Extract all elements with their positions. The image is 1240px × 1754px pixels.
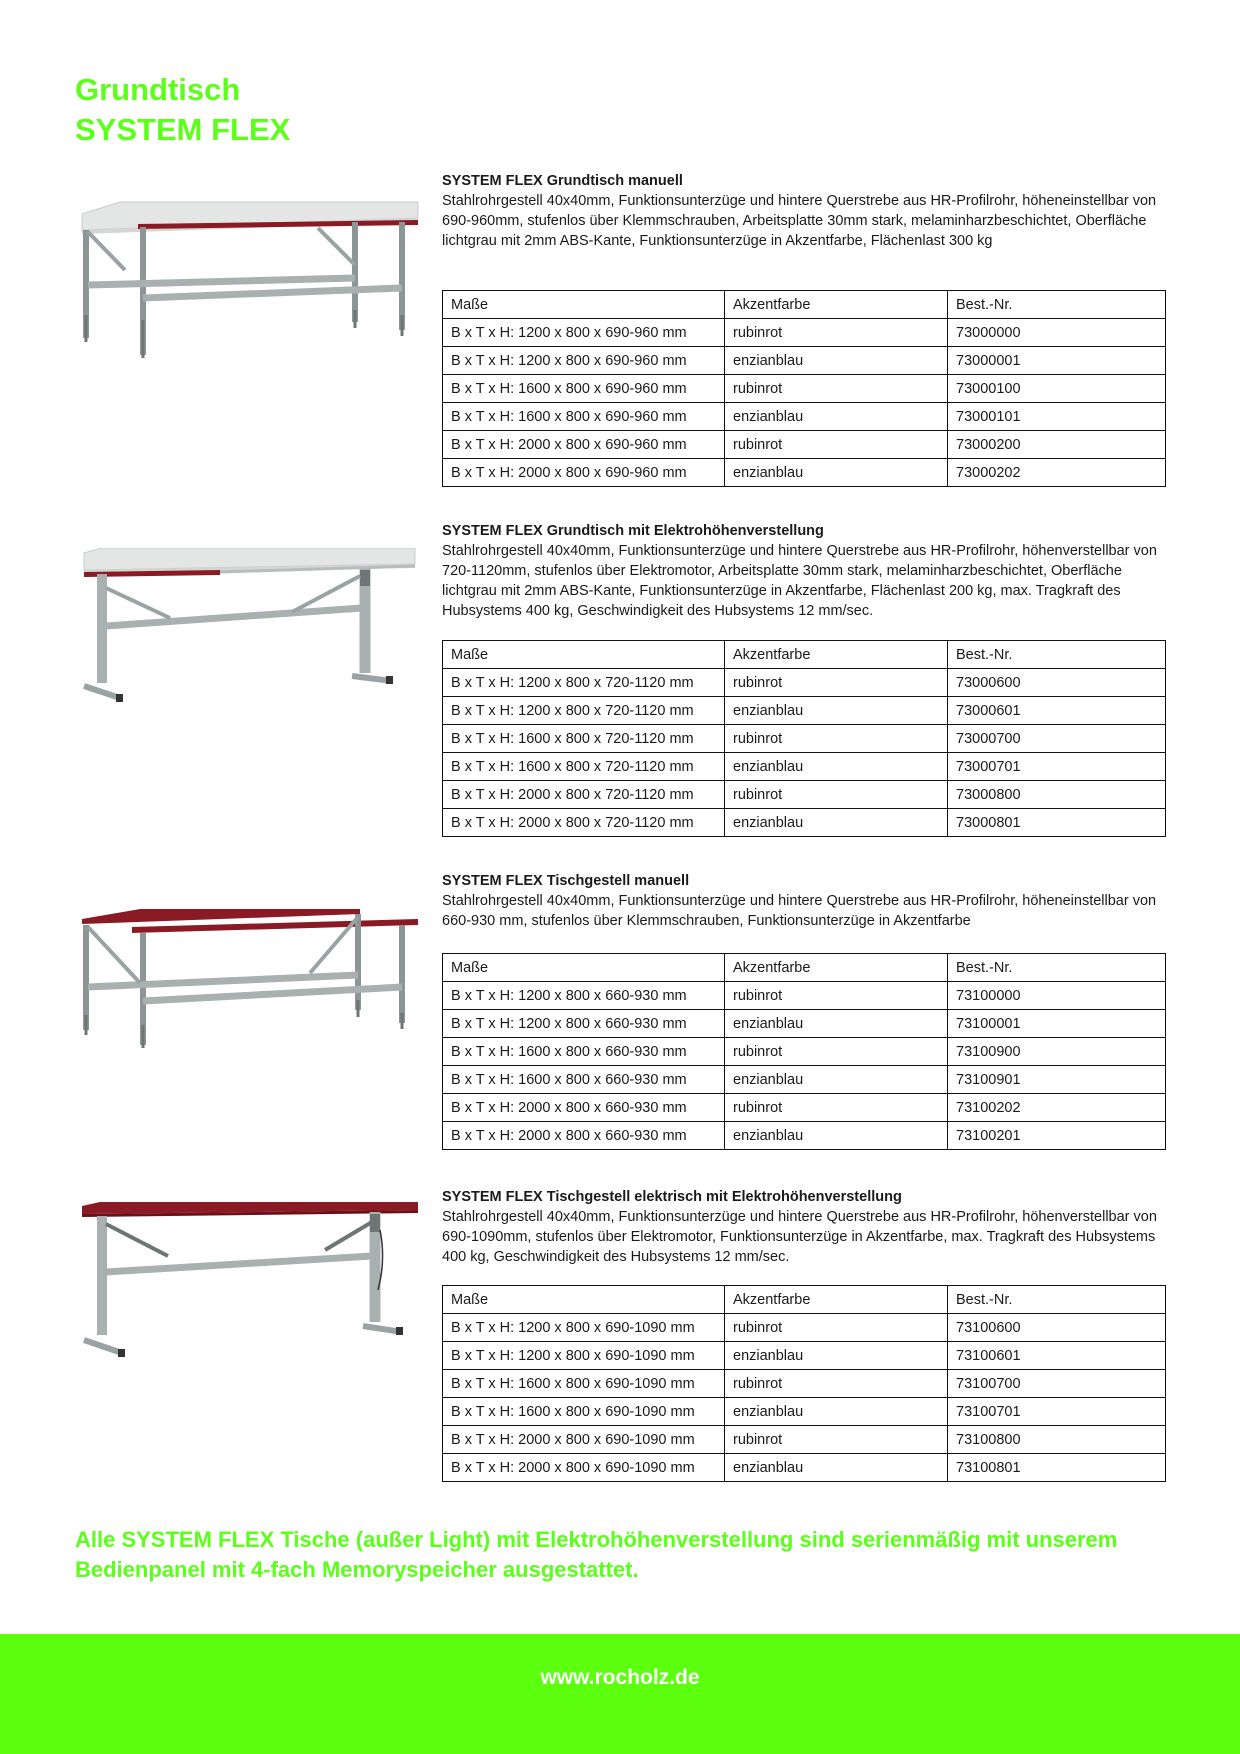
table-row bbox=[443, 459, 1166, 487]
cell-akzentfarbe: rubinrot bbox=[725, 319, 948, 347]
table-row bbox=[443, 809, 1166, 837]
frame-manual-icon bbox=[80, 905, 420, 1050]
cell-akzentfarbe: rubinrot bbox=[725, 375, 948, 403]
header-masse: Maße bbox=[443, 954, 725, 982]
cell-best-nr: 73000202 bbox=[948, 459, 1166, 487]
cell-best-nr: 73000200 bbox=[948, 431, 1166, 459]
cell-akzentfarbe: rubinrot bbox=[725, 1426, 948, 1454]
table-row bbox=[443, 753, 1166, 781]
cell-masse: B x T x H: 1600 x 800 x 720-1120 mm bbox=[443, 753, 725, 781]
cell-masse: B x T x H: 1600 x 800 x 690-960 mm bbox=[443, 375, 725, 403]
cell-masse: B x T x H: 1200 x 800 x 690-1090 mm bbox=[443, 1342, 725, 1370]
cell-akzentfarbe: enzianblau bbox=[725, 403, 948, 431]
cell-akzentfarbe: rubinrot bbox=[725, 669, 948, 697]
table-manual-icon bbox=[80, 200, 420, 360]
cell-best-nr: 73100201 bbox=[948, 1122, 1166, 1150]
table-header-row bbox=[443, 641, 1166, 669]
cell-masse: B x T x H: 2000 x 800 x 660-930 mm bbox=[443, 1094, 725, 1122]
product-title: SYSTEM FLEX Tischgestell elektrisch mit Elektrohöhenverstellung bbox=[442, 1189, 902, 1205]
product-title: SYSTEM FLEX Grundtisch mit Elektrohöhenverstellung bbox=[442, 523, 824, 539]
closing-note: Alle SYSTEM FLEX Tische (außer Light) mit Elektrohöhenverstellung sind serienmäßig mit unserem Bedienpanel mit 4-fach Memoryspeicher ausgestattet. bbox=[75, 1527, 1118, 1582]
cell-best-nr: 73100701 bbox=[948, 1398, 1166, 1426]
cell-masse: B x T x H: 1600 x 800 x 690-960 mm bbox=[443, 403, 725, 431]
cell-best-nr: 73100700 bbox=[948, 1370, 1166, 1398]
cell-masse: B x T x H: 1200 x 800 x 720-1120 mm bbox=[443, 697, 725, 725]
cell-masse: B x T x H: 1200 x 800 x 690-960 mm bbox=[443, 347, 725, 375]
cell-masse: B x T x H: 2000 x 800 x 690-1090 mm bbox=[443, 1426, 725, 1454]
table-row bbox=[443, 1426, 1166, 1454]
cell-best-nr: 73100202 bbox=[948, 1094, 1166, 1122]
table-row bbox=[443, 1314, 1166, 1342]
cell-best-nr: 73000800 bbox=[948, 781, 1166, 809]
table-header-row bbox=[443, 1286, 1166, 1314]
product-title: SYSTEM FLEX Tischgestell manuell bbox=[442, 873, 690, 889]
footer-bar bbox=[0, 1634, 1240, 1754]
header-best-nr: Best.-Nr. bbox=[948, 1286, 1166, 1314]
cell-best-nr: 73000700 bbox=[948, 725, 1166, 753]
cell-masse: B x T x H: 2000 x 800 x 690-960 mm bbox=[443, 431, 725, 459]
cell-akzentfarbe: rubinrot bbox=[725, 1370, 948, 1398]
cell-best-nr: 73100601 bbox=[948, 1342, 1166, 1370]
cell-masse: B x T x H: 1200 x 800 x 660-930 mm bbox=[443, 982, 725, 1010]
page-title-line2: SYSTEM FLEX bbox=[75, 112, 291, 147]
table-row bbox=[443, 1066, 1166, 1094]
website-link[interactable]: www.rocholz.de bbox=[540, 1666, 700, 1689]
table-electric-icon bbox=[80, 548, 420, 710]
cell-akzentfarbe: rubinrot bbox=[725, 1314, 948, 1342]
cell-akzentfarbe: enzianblau bbox=[725, 809, 948, 837]
page-title bbox=[75, 70, 290, 150]
table-row bbox=[443, 1038, 1166, 1066]
cell-akzentfarbe: rubinrot bbox=[725, 431, 948, 459]
cell-akzentfarbe: enzianblau bbox=[725, 753, 948, 781]
cell-masse: B x T x H: 1200 x 800 x 690-960 mm bbox=[443, 319, 725, 347]
cell-best-nr: 73000101 bbox=[948, 403, 1166, 431]
cell-akzentfarbe: rubinrot bbox=[725, 1094, 948, 1122]
spec-table bbox=[442, 640, 1166, 837]
cell-masse: B x T x H: 1600 x 800 x 660-930 mm bbox=[443, 1066, 725, 1094]
product-description: Stahlrohrgestell 40x40mm, Funktionsunterzüge und hintere Querstrebe aus HR-Profilrohr, höheneinstellbar von 660-930 mm, stufenlos über Klemmschrauben, Funktionsunterzüge in Akzentfarbe bbox=[442, 893, 1157, 929]
cell-akzentfarbe: enzianblau bbox=[725, 347, 948, 375]
header-masse: Maße bbox=[443, 291, 725, 319]
header-best-nr: Best.-Nr. bbox=[948, 954, 1166, 982]
cell-masse: B x T x H: 2000 x 800 x 720-1120 mm bbox=[443, 809, 725, 837]
cell-akzentfarbe: rubinrot bbox=[725, 725, 948, 753]
table-row bbox=[443, 1094, 1166, 1122]
cell-akzentfarbe: enzianblau bbox=[725, 1066, 948, 1094]
header-best-nr: Best.-Nr. bbox=[948, 641, 1166, 669]
table-row bbox=[443, 431, 1166, 459]
cell-masse: B x T x H: 2000 x 800 x 690-960 mm bbox=[443, 459, 725, 487]
header-best-nr: Best.-Nr. bbox=[948, 291, 1166, 319]
cell-best-nr: 73000100 bbox=[948, 375, 1166, 403]
spec-table bbox=[442, 290, 1166, 487]
cell-best-nr: 73100800 bbox=[948, 1426, 1166, 1454]
cell-best-nr: 73000000 bbox=[948, 319, 1166, 347]
cell-akzentfarbe: enzianblau bbox=[725, 459, 948, 487]
header-masse: Maße bbox=[443, 641, 725, 669]
product-description: Stahlrohrgestell 40x40mm, Funktionsunterzüge und hintere Querstrebe aus HR-Profilrohr, höhenverstellbar von 690-1090mm, stufenlos über Elektromotor, Funktionsunterzüge in Akzentfarbe, max. Tragkraft des Hubsystems 400 kg, Geschwindigkeit des Hubsystems 12 mm/sec. bbox=[442, 1209, 1157, 1265]
table-row bbox=[443, 375, 1166, 403]
header-akzentfarbe: Akzentfarbe bbox=[725, 954, 948, 982]
cell-masse: B x T x H: 2000 x 800 x 660-930 mm bbox=[443, 1122, 725, 1150]
table-row bbox=[443, 1342, 1166, 1370]
cell-best-nr: 73000801 bbox=[948, 809, 1166, 837]
cell-masse: B x T x H: 1200 x 800 x 690-1090 mm bbox=[443, 1314, 725, 1342]
cell-masse: B x T x H: 1600 x 800 x 690-1090 mm bbox=[443, 1370, 725, 1398]
product-description: Stahlrohrgestell 40x40mm, Funktionsunterzüge und hintere Querstrebe aus HR-Profilrohr, höhenverstellbar von 720-1120mm, stufenlos über Elektromotor, Arbeitsplatte 30mm stark, melaminharzbeschichtet, Oberfläche lichtgrau mit 2mm ABS-Kante, Funktionsunterzüge in Akzentfarbe, Flächenlast 200 kg, max. Tragkraft des Hubsystems 400 kg, Geschwindigkeit des Hubsystems 12 mm/sec. bbox=[442, 543, 1157, 619]
cell-akzentfarbe: enzianblau bbox=[725, 1398, 948, 1426]
table-row bbox=[443, 781, 1166, 809]
cell-masse: B x T x H: 2000 x 800 x 720-1120 mm bbox=[443, 781, 725, 809]
cell-akzentfarbe: enzianblau bbox=[725, 1122, 948, 1150]
spec-table bbox=[442, 1285, 1166, 1482]
cell-masse: B x T x H: 2000 x 800 x 690-1090 mm bbox=[443, 1454, 725, 1482]
cell-akzentfarbe: enzianblau bbox=[725, 1454, 948, 1482]
cell-best-nr: 73000601 bbox=[948, 697, 1166, 725]
cell-masse: B x T x H: 1600 x 800 x 660-930 mm bbox=[443, 1038, 725, 1066]
table-row bbox=[443, 697, 1166, 725]
cell-best-nr: 73000600 bbox=[948, 669, 1166, 697]
table-row bbox=[443, 319, 1166, 347]
table-header-row bbox=[443, 954, 1166, 982]
cell-best-nr: 73100801 bbox=[948, 1454, 1166, 1482]
cell-masse: B x T x H: 1600 x 800 x 720-1120 mm bbox=[443, 725, 725, 753]
header-akzentfarbe: Akzentfarbe bbox=[725, 1286, 948, 1314]
table-header-row bbox=[443, 291, 1166, 319]
cell-akzentfarbe: rubinrot bbox=[725, 982, 948, 1010]
cell-best-nr: 73100001 bbox=[948, 1010, 1166, 1038]
cell-best-nr: 73000701 bbox=[948, 753, 1166, 781]
table-row bbox=[443, 1370, 1166, 1398]
header-masse: Maße bbox=[443, 1286, 725, 1314]
cell-akzentfarbe: rubinrot bbox=[725, 781, 948, 809]
cell-best-nr: 73100900 bbox=[948, 1038, 1166, 1066]
cell-best-nr: 73100901 bbox=[948, 1066, 1166, 1094]
cell-masse: B x T x H: 1200 x 800 x 720-1120 mm bbox=[443, 669, 725, 697]
table-row bbox=[443, 669, 1166, 697]
table-row bbox=[443, 1454, 1166, 1482]
header-akzentfarbe: Akzentfarbe bbox=[725, 291, 948, 319]
table-row bbox=[443, 347, 1166, 375]
cell-akzentfarbe: rubinrot bbox=[725, 1038, 948, 1066]
page-title-line1: Grundtisch bbox=[75, 72, 241, 107]
product-title: SYSTEM FLEX Grundtisch manuell bbox=[442, 173, 683, 189]
table-row bbox=[443, 1398, 1166, 1426]
cell-best-nr: 73000001 bbox=[948, 347, 1166, 375]
spec-table bbox=[442, 953, 1166, 1150]
product-description: Stahlrohrgestell 40x40mm, Funktionsunterzüge und hintere Querstrebe aus HR-Profilrohr, höheneinstellbar von 690-960mm, stufenlos über Klemmschrauben, Arbeitsplatte 30mm stark, melaminharzbeschichtet, Oberfläche lichtgrau mit 2mm ABS-Kante, Funktionsunterzüge in Akzentfarbe, Flächenlast 300 kg bbox=[442, 193, 1157, 249]
cell-best-nr: 73100600 bbox=[948, 1314, 1166, 1342]
table-row bbox=[443, 725, 1166, 753]
table-row bbox=[443, 1010, 1166, 1038]
cell-masse: B x T x H: 1200 x 800 x 660-930 mm bbox=[443, 1010, 725, 1038]
cell-best-nr: 73100000 bbox=[948, 982, 1166, 1010]
cell-akzentfarbe: enzianblau bbox=[725, 1342, 948, 1370]
header-akzentfarbe: Akzentfarbe bbox=[725, 641, 948, 669]
frame-electric-icon bbox=[80, 1200, 420, 1365]
cell-akzentfarbe: enzianblau bbox=[725, 1010, 948, 1038]
table-row bbox=[443, 403, 1166, 431]
cell-akzentfarbe: enzianblau bbox=[725, 697, 948, 725]
table-row bbox=[443, 982, 1166, 1010]
cell-masse: B x T x H: 1600 x 800 x 690-1090 mm bbox=[443, 1398, 725, 1426]
table-row bbox=[443, 1122, 1166, 1150]
